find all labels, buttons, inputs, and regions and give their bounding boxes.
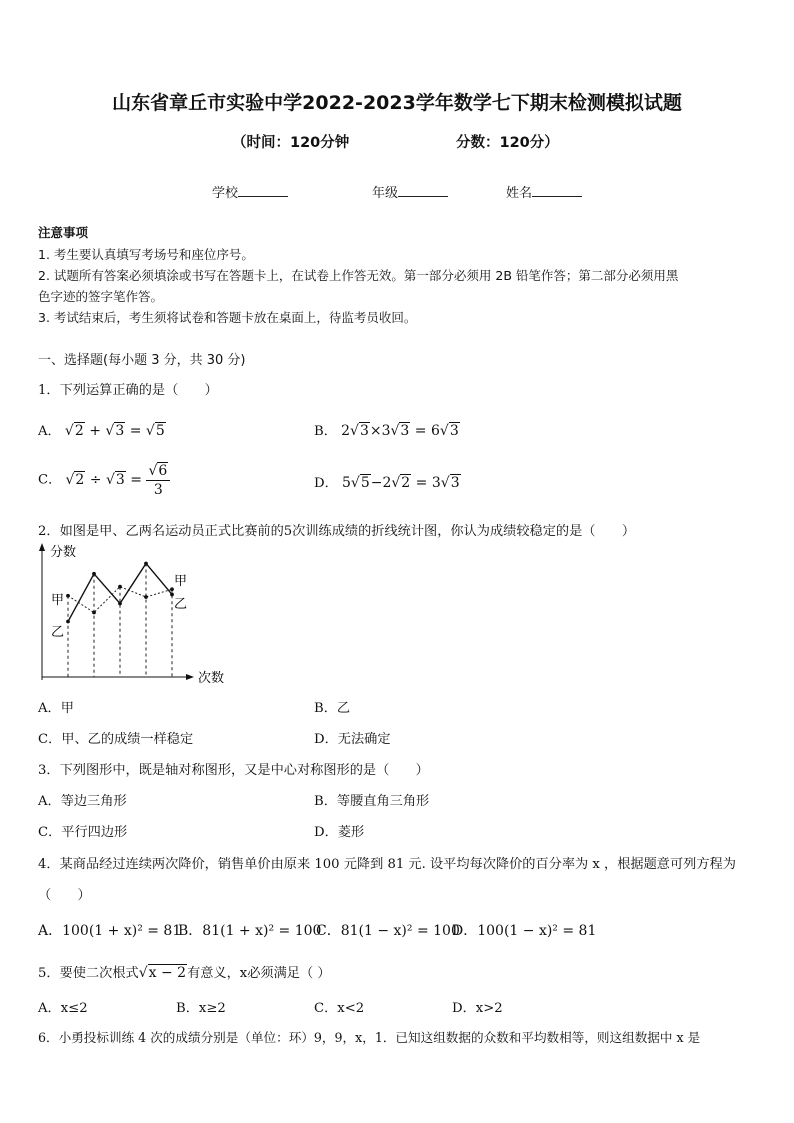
name-field <box>506 182 582 201</box>
point-series-1-x1 <box>66 594 70 598</box>
q3-option-b: B．等腰直角三角形 <box>314 794 430 809</box>
question-6-stem: 6．小勇投标训练 4 次的成绩分别是（单位：环）9，9，x，1．已知这组数据的众数和平均数相等，则这组数据中 x 是 <box>38 1030 701 1045</box>
notice-item-2-cont: 色字迹的签字笔作答。 <box>38 289 164 304</box>
point-series-2-x1 <box>66 620 70 624</box>
point-series-1-x2 <box>92 611 96 615</box>
q5-option-b: B．x≥2 <box>176 1001 226 1016</box>
question-3-stem: 3．下列图形中，既是轴对称图形，又是中心对称图形的是（ ） <box>38 763 429 778</box>
notice-item-3: 3. 考试结束后，考生须将试卷和答题卡放在桌面上，待监考员收回。 <box>38 310 417 325</box>
grade-field <box>372 182 448 201</box>
school-label: 学校 <box>212 186 239 201</box>
x-axis-label: 次数 <box>198 671 225 686</box>
notice-heading: 注意事项 <box>38 225 89 240</box>
point-series-2-x3 <box>118 602 122 606</box>
name-label: 姓名 <box>506 186 533 201</box>
line-chart <box>30 540 240 690</box>
legend-jia-right: 甲 <box>174 574 188 589</box>
point-series-2-x4 <box>144 562 148 566</box>
question-4-stem-cont: （ ） <box>38 888 91 903</box>
q3-option-d: D．菱形 <box>314 825 365 840</box>
q3-option-a: A．等边三角形 <box>38 794 127 809</box>
section-heading: 一、选择题(每小题 3 分，共 30 分) <box>38 353 246 368</box>
q1-option-d: D． 5√5−2√2 = 3√3 <box>314 475 460 491</box>
name-blank <box>532 183 582 197</box>
q5-option-c: C．x<2 <box>314 1001 365 1016</box>
question-1-stem: 1．下列运算正确的是（ ） <box>38 383 218 398</box>
q1-c-fraction: $\frac{√6}{3}$ <box>146 462 170 497</box>
q4-option-d: D．100(1 − x)² = 81 <box>452 923 597 939</box>
exam-title: 山东省章丘市实验中学2022-2023学年数学七下期末检测模拟试题 <box>112 92 682 114</box>
q3-option-c: C．平行四边形 <box>38 825 128 840</box>
q5-radicand: x − 2 <box>148 965 187 981</box>
grade-blank <box>398 183 448 197</box>
q1-option-b: B． 2√3×3√3 = 6√3 <box>314 423 459 439</box>
q2-option-b: B．乙 <box>314 701 351 716</box>
q4-option-a: A．100(1 + x)² = 81 <box>38 923 182 939</box>
school-field <box>212 182 288 201</box>
exam-time: （时间：120分钟 <box>232 135 350 151</box>
notice-item-2: 2. 试题所有答案必须填涂或书写在答题卡上，在试卷上作答无效。第一部分必须用 2B 铅笔作答；第二部分必须用黑 <box>38 268 679 283</box>
question-2-stem: 2．如图是甲、乙两名运动员正式比赛前的5次训练成绩的折线统计图，你认为成绩较稳定的是（ ） <box>38 524 636 539</box>
x-axis-arrow <box>186 674 194 680</box>
point-series-2-x5 <box>170 593 174 597</box>
q1-option-a: A． √2 + √3 = √5 <box>38 423 165 439</box>
school-blank <box>238 183 288 197</box>
y-axis-arrow <box>39 543 45 551</box>
q5-option-a: A．x≤2 <box>38 1001 88 1016</box>
legend-yi-right: 乙 <box>174 597 188 612</box>
y-axis-label: 分数 <box>50 545 77 560</box>
point-series-2-x2 <box>92 572 96 576</box>
question-4-stem: 4．某商品经过连续两次降价，销售单价由原来 100 元降到 81 元. 设平均每次降价的百分率为 x ，根据题意可列方程为 <box>38 857 736 872</box>
grade-label: 年级 <box>372 186 399 201</box>
legend-yi-left: 乙 <box>51 625 65 640</box>
exam-score: 分数：120分） <box>456 135 559 151</box>
q2-option-c: C．甲、乙的成绩一样稳定 <box>38 732 194 747</box>
q5-option-d: D．x>2 <box>452 1001 503 1016</box>
question-5-stem: 5．要使二次根式√x − 2有意义，x必须满足（ ） <box>38 965 331 981</box>
point-series-1-x4 <box>144 595 148 599</box>
notice-item-1: 1. 考生要认真填写考场号和座位序号。 <box>38 247 254 262</box>
q4-option-c: C．81(1 − x)² = 100 <box>316 923 460 939</box>
point-series-1-x3 <box>118 585 122 589</box>
legend-jia-left: 甲 <box>51 593 65 608</box>
q2-option-a: A．甲 <box>38 701 74 716</box>
q1-option-c: C． √2 ÷ √3 = $\frac{√6}{3}$ <box>38 462 170 497</box>
q4-option-b: B．81(1 + x)² = 100 <box>178 923 322 939</box>
q2-option-d: D．无法确定 <box>314 732 391 747</box>
